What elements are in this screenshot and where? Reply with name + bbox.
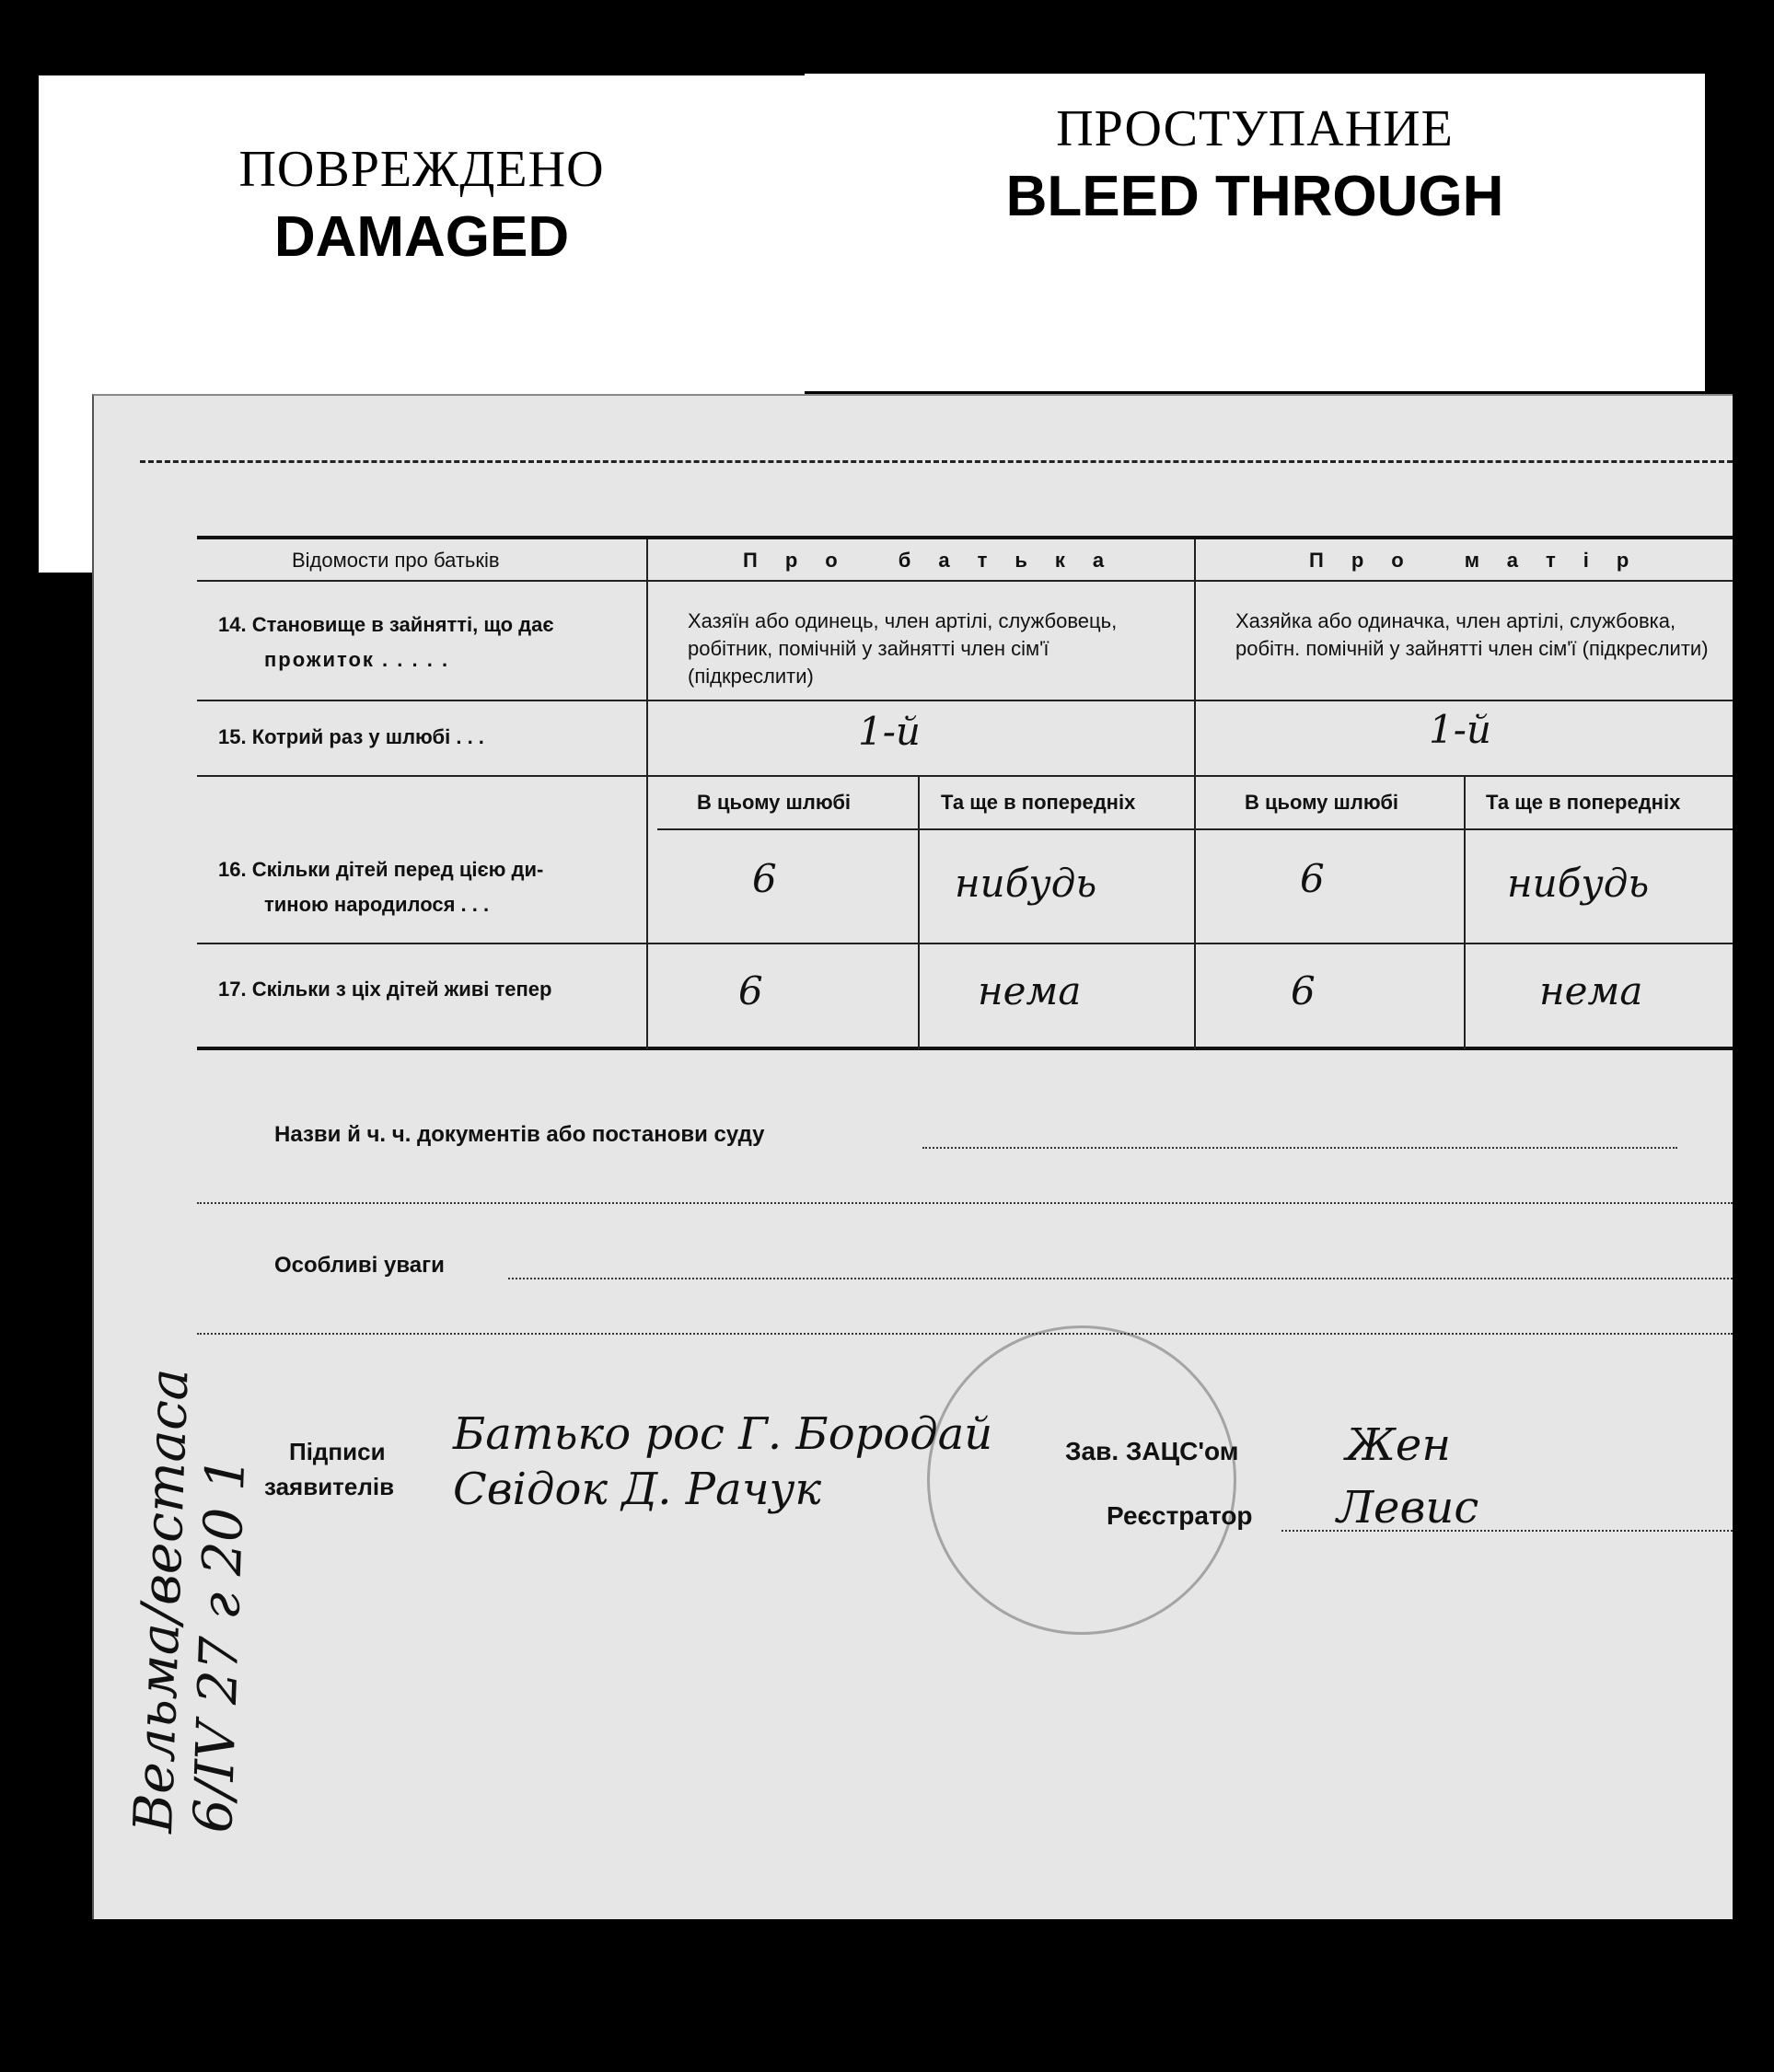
documents-line-2: [197, 1202, 1733, 1204]
side-note-line1: Вельма/вестаса: [122, 1367, 201, 1835]
col-divider-4: [1464, 775, 1466, 1049]
registrar-label: Реєстратор: [1107, 1501, 1253, 1530]
side-note-line2: 6/IV 27 г 20 1: [181, 1455, 258, 1835]
col-divider-2: [1194, 539, 1196, 1049]
official-stamp: [927, 1325, 1239, 1635]
signature-father: Батько рос Г. Бородай: [453, 1408, 993, 1460]
father-this-marriage-header: В цьому шлюбі: [697, 791, 852, 814]
remarks-line: [508, 1278, 1733, 1279]
row14-mother-options: Хазяйка або одиначка, член артілі, службовка, робітн. помічній у зайнятті член сім'ї (підкреслити): [1235, 609, 1709, 660]
bleed-through-label-ru: ПРОСТУПАНИЕ: [1056, 100, 1454, 157]
row16-mother-this: 6: [1300, 856, 1325, 901]
table-bottom-rule: [197, 1047, 1733, 1050]
row16-rule: [197, 943, 1733, 944]
signatures-label-line1: Підписи: [289, 1438, 386, 1465]
row15-mother-value: 1-й: [1429, 707, 1491, 752]
table-header-rule: [197, 580, 1733, 582]
row14-label-line1: 14. Становище в зайнятті, що дає: [218, 613, 554, 636]
row15-father-value: 1-й: [858, 709, 921, 754]
header-father: Про батька: [743, 549, 1132, 572]
row14-rule: [197, 700, 1733, 701]
father-previous-header: Та ще в попередніх: [941, 791, 1136, 814]
row16-father-previous: нибудь: [955, 861, 1097, 906]
row16-label-line1: 16. Скільки дітей перед цією ди-: [218, 858, 544, 881]
mother-previous-header: Та ще в попередніх: [1486, 791, 1681, 814]
registrar-line: [1281, 1530, 1733, 1532]
row14-father-options: Хазяїн або одинець, член артілі, службовець, робітник, помічній у зайнятті член сім'ї (підкреслити): [688, 609, 1118, 688]
row17-mother-this: 6: [1291, 968, 1316, 1013]
damaged-label-ru: ПОВРЕЖДЕНО: [238, 141, 605, 198]
row15-label: 15. Котрий раз у шлюбі . . .: [218, 725, 484, 748]
col-divider-3: [918, 775, 920, 1049]
bleed-through-label-en: BLEED THROUGH: [1005, 165, 1504, 228]
row14-label-line2: прожиток . . . . .: [264, 648, 450, 671]
documents-label: Назви й ч. ч. документів або постанови суду: [274, 1122, 765, 1147]
head-label: Зав. ЗАЦС'ом: [1065, 1437, 1239, 1465]
registrar-signature: Левис: [1337, 1482, 1479, 1534]
form-sheet: [92, 394, 1733, 1919]
row17-label: 17. Скільки з ціх дітей живі тепер: [218, 978, 552, 1001]
row17-mother-previous: нема: [1539, 968, 1643, 1013]
table-top-rule: [197, 536, 1733, 539]
col-divider-1: [646, 539, 648, 1049]
row16-mother-previous: нибудь: [1507, 861, 1650, 906]
damaged-label-en: DAMAGED: [273, 205, 570, 269]
row15-rule: [197, 775, 1733, 777]
cut-line: [140, 460, 1733, 463]
signature-witness: Свідок Д. Рачук: [453, 1464, 822, 1515]
head-signature: Жен: [1346, 1419, 1451, 1471]
row16-father-this: 6: [752, 856, 777, 901]
header-info: Відомости про батьків: [292, 549, 500, 572]
row17-father-this: 6: [738, 968, 763, 1013]
documents-line: [922, 1147, 1677, 1149]
row17-father-previous: нема: [978, 968, 1082, 1013]
bleed-through-label-card: [805, 74, 1705, 391]
mother-this-marriage-header: В цьому шлюбі: [1245, 791, 1399, 814]
remarks-label: Особливі уваги: [274, 1253, 445, 1278]
header-mother: Про матір: [1309, 549, 1657, 572]
remarks-line-2: [197, 1333, 1733, 1335]
row16-label-line2: тиною народилося . . .: [264, 893, 490, 916]
signatures-label-line2: заявителів: [264, 1473, 395, 1500]
